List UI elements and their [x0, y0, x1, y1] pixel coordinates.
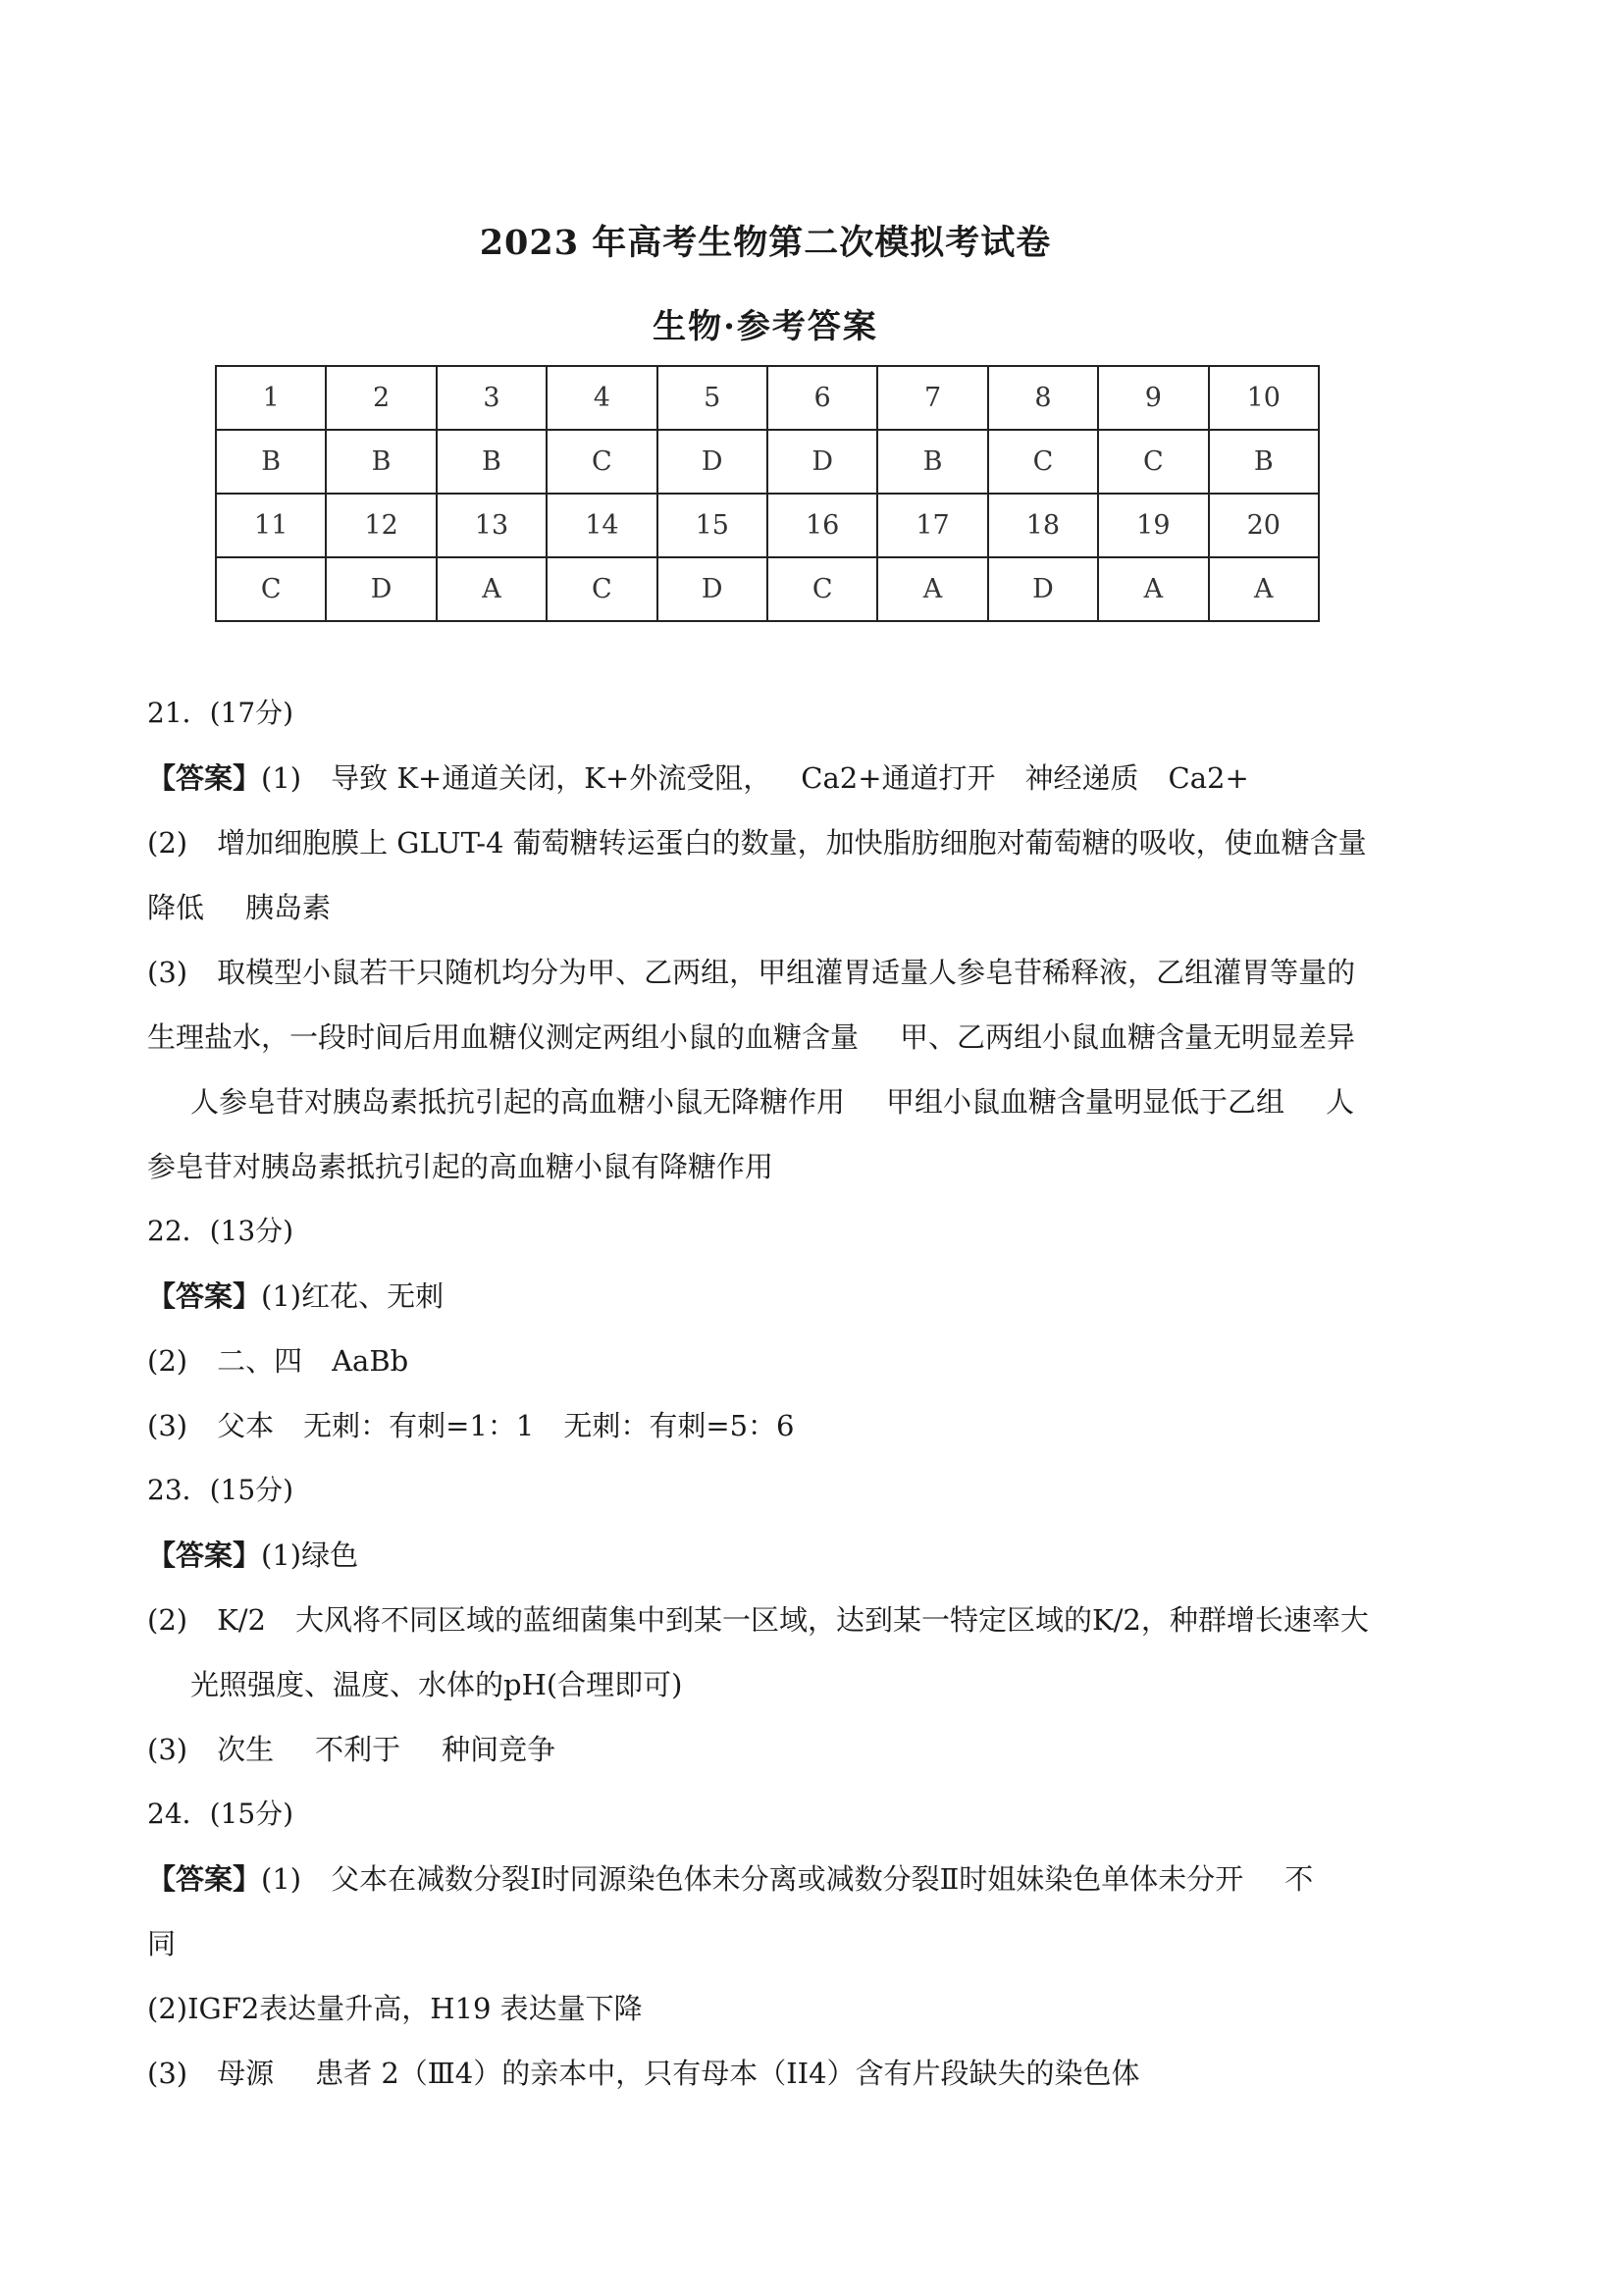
table-cell: 13	[437, 494, 547, 557]
question-21-part-2-cont	[147, 875, 1393, 940]
question-22-part-1	[147, 1264, 1393, 1329]
answer-text: 无刺：有刺=5：6	[563, 1409, 795, 1442]
answer-text: K/2	[217, 1603, 266, 1637]
part-number: (3)	[147, 1409, 188, 1442]
answer-content	[147, 681, 1393, 2106]
table-row	[216, 557, 1319, 621]
question-24-part-2: (2)IGF2表达量升高，H19 表达量下降	[147, 1992, 643, 2025]
answer-label: 【答案】	[147, 1862, 262, 1896]
answer-text: 不	[1284, 1862, 1314, 1896]
answer-text: 父本	[217, 1409, 275, 1442]
table-cell: 4	[547, 366, 656, 430]
answer-text: 胰岛素	[245, 891, 332, 924]
question-23-part-2-cont: 光照强度、温度、水体的pH(合理即可)	[190, 1668, 683, 1701]
question-23-heading: 23．(15分)	[147, 1474, 294, 1506]
table-cell: A	[437, 557, 547, 621]
table-cell: 14	[547, 494, 656, 557]
answer-text: 甲组小鼠血糖含量明显低于乙组	[886, 1085, 1285, 1119]
table-cell: 6	[767, 366, 877, 430]
table-cell: 12	[326, 494, 436, 557]
answer-text: 降低	[147, 891, 205, 924]
part-number: (1)	[261, 761, 302, 795]
table-cell: C	[547, 430, 656, 494]
table-cell: 20	[1209, 494, 1319, 557]
table-row	[216, 366, 1319, 430]
answer-text: 母源	[217, 2057, 275, 2090]
table-cell: D	[657, 430, 767, 494]
table-cell: C	[988, 430, 1098, 494]
answer-text: 父本在减数分裂Ⅰ时同源染色体未分离或减数分裂Ⅱ时姐妹染色单体未分开	[331, 1862, 1244, 1896]
question-21-part-3-cont: 参皂苷对胰岛素抵抗引起的高血糖小鼠有降糖作用	[147, 1150, 774, 1183]
table-cell: C	[767, 557, 877, 621]
table-cell: 5	[657, 366, 767, 430]
question-21-part-2	[147, 810, 1393, 875]
answer-text: 二、四	[217, 1344, 303, 1378]
table-cell: A	[1098, 557, 1208, 621]
part-number: (2)	[147, 1603, 188, 1637]
table-cell: 8	[988, 366, 1098, 430]
question-21-part-3-cont	[147, 1070, 1393, 1134]
answer-text: 甲、乙两组小鼠血糖含量无明显差异	[900, 1020, 1356, 1054]
answer-text: 导致 K+通道关闭，K+外流受阻，	[331, 761, 772, 795]
answer-text: 增加细胞膜上 GLUT-4 葡萄糖转运蛋白的数量，加快脂肪细胞对葡萄糖的吸收，使血糖含量	[217, 826, 1367, 860]
table-cell: C	[1098, 430, 1208, 494]
question-24-heading: 24．(15分)	[147, 1798, 294, 1830]
part-number: (3)	[147, 956, 188, 989]
table-cell: 7	[877, 366, 987, 430]
table-cell: 10	[1209, 366, 1319, 430]
answer-table	[215, 365, 1320, 622]
table-cell: 18	[988, 494, 1098, 557]
question-24-part-3	[147, 2041, 1393, 2106]
part-number: (1)	[261, 1862, 302, 1896]
answer-text: 不利于	[315, 1733, 401, 1766]
answer-text: 种间竞争	[442, 1733, 556, 1766]
answer-text: 无刺：有刺=1：1	[303, 1409, 535, 1442]
question-21-heading: 21．(17分)	[147, 697, 294, 729]
table-cell: 2	[326, 366, 436, 430]
question-23-part-3	[147, 1717, 1393, 1782]
answer-label: 【答案】	[147, 1539, 262, 1572]
answer-text: 取模型小鼠若干只随机均分为甲、乙两组，甲组灌胃适量人参皂苷稀释液，乙组灌胃等量的	[217, 956, 1356, 989]
answer-text: (1)红花、无刺	[261, 1279, 445, 1313]
table-cell: B	[326, 430, 436, 494]
table-cell: C	[216, 557, 326, 621]
question-21-part-3	[147, 940, 1393, 1005]
question-24-part-1-cont: 同	[147, 1927, 177, 1960]
part-number: (3)	[147, 2057, 188, 2090]
part-number: (2)	[147, 826, 188, 860]
table-cell: 3	[437, 366, 547, 430]
table-cell: 17	[877, 494, 987, 557]
answer-label: 【答案】	[147, 1279, 262, 1313]
answer-text: 大风将不同区域的蓝细菌集中到某一区域，达到某一特定区域的K/2，种群增长速率大	[294, 1603, 1369, 1637]
table-cell: A	[1209, 557, 1319, 621]
answer-label: 【答案】	[147, 761, 262, 795]
part-number: (3)	[147, 1733, 188, 1766]
answer-text: Ca2+通道打开	[801, 761, 996, 795]
question-22-part-2	[147, 1329, 1393, 1393]
table-cell: D	[767, 430, 877, 494]
table-cell: 1	[216, 366, 326, 430]
table-cell: D	[326, 557, 436, 621]
question-22-heading: 22．(13分)	[147, 1215, 294, 1247]
answer-text: Ca2+	[1168, 761, 1249, 795]
table-cell: B	[216, 430, 326, 494]
part-number: (2)	[147, 1344, 188, 1378]
page-subtitle: 生物·参考答案	[653, 307, 878, 346]
question-23-part-2	[147, 1588, 1393, 1652]
table-row	[216, 430, 1319, 494]
question-21-part-3-cont	[147, 1005, 1393, 1070]
table-row	[216, 494, 1319, 557]
question-23-part-1	[147, 1523, 1393, 1588]
table-cell: 9	[1098, 366, 1208, 430]
table-cell: 19	[1098, 494, 1208, 557]
table-cell: C	[547, 557, 656, 621]
answer-text: 次生	[217, 1733, 275, 1766]
table-cell: 16	[767, 494, 877, 557]
answer-text: AaBb	[332, 1344, 409, 1378]
question-24-part-1	[147, 1847, 1393, 1911]
table-cell: B	[1209, 430, 1319, 494]
question-22-part-3	[147, 1393, 1393, 1458]
page-title: 2023 年高考生物第二次模拟考试卷	[479, 223, 1052, 263]
table-cell: A	[877, 557, 987, 621]
table-cell: D	[988, 557, 1098, 621]
answer-text: 人	[1326, 1085, 1355, 1119]
question-21-part-1	[147, 746, 1393, 810]
table-cell: B	[877, 430, 987, 494]
answer-text: 患者 2（Ⅲ4）的亲本中，只有母本（II4）含有片段缺失的染色体	[315, 2057, 1140, 2090]
answer-text: 生理盐水，一段时间后用血糖仪测定两组小鼠的血糖含量	[147, 1020, 860, 1054]
table-cell: 11	[216, 494, 326, 557]
answer-text: (1)绿色	[261, 1539, 359, 1572]
table-cell: 15	[657, 494, 767, 557]
answer-text: 神经递质	[1024, 761, 1139, 795]
table-cell: B	[437, 430, 547, 494]
answer-text: 人参皂苷对胰岛素抵抗引起的高血糖小鼠无降糖作用	[190, 1085, 846, 1119]
table-cell: D	[657, 557, 767, 621]
